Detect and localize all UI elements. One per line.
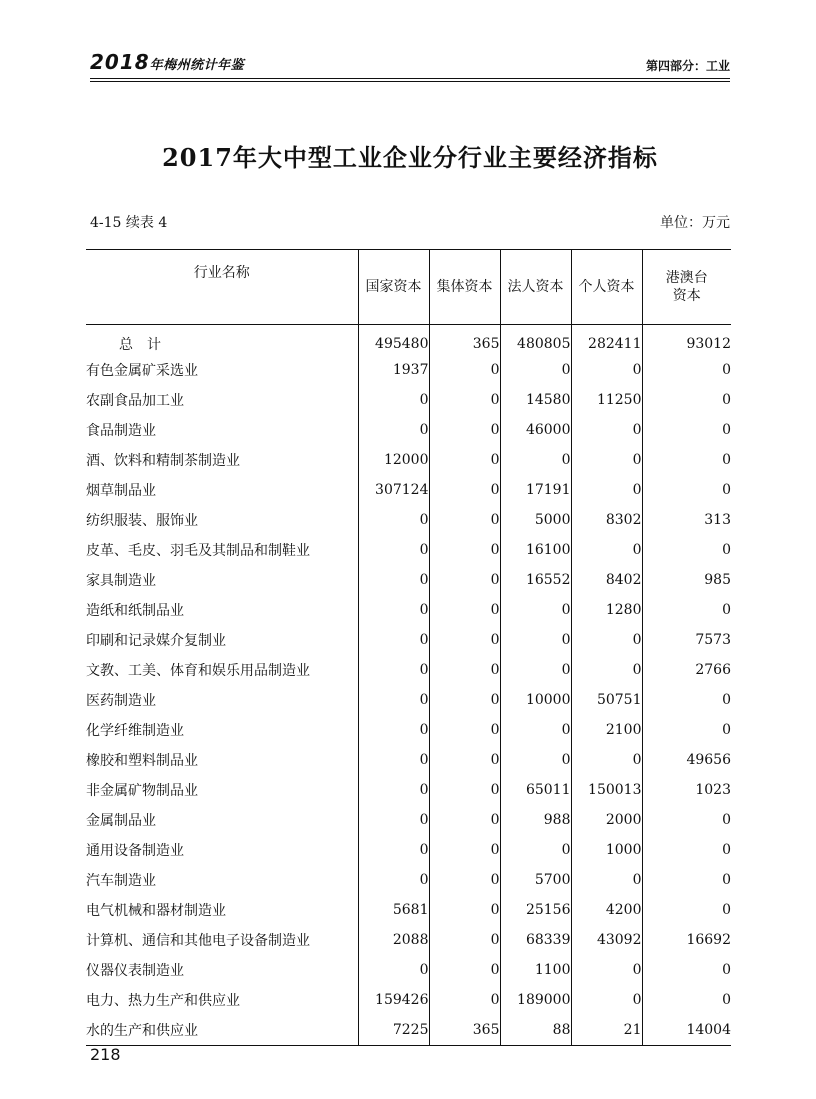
row-personal-value: 0 (571, 955, 642, 985)
row-personal-value: 0 (571, 535, 642, 565)
table-header-row (86, 250, 731, 325)
row-legal-value: 189000 (500, 985, 571, 1015)
row-industry-name: 印刷和记录媒介复制业 (86, 633, 226, 649)
page-title: 2017年大中型工业企业分行业主要经济指标 (162, 143, 658, 172)
col-header-legal-capital: 法人资本 (500, 250, 571, 325)
header-section: 第四部分：工业 (645, 59, 730, 73)
row-legal-value: 0 (500, 625, 571, 655)
row-industry-name: 烟草制品业 (86, 483, 156, 499)
table-row (86, 835, 731, 865)
row-legal-value: 988 (500, 805, 571, 835)
row-hmt-value: 0 (642, 595, 731, 625)
col-header-collective-capital: 集体资本 (429, 250, 500, 325)
page-number: 218 (90, 1045, 121, 1064)
row-hmt-value: 1023 (642, 775, 731, 805)
row-industry-name: 汽车制造业 (86, 873, 156, 889)
row-legal-value: 16100 (500, 535, 571, 565)
row-personal-value: 0 (571, 745, 642, 775)
table-row (86, 745, 731, 775)
header-rule (90, 78, 730, 79)
header-book-name: 年梅州统计年鉴 (149, 58, 245, 73)
col-header-personal-capital: 个人资本 (571, 250, 642, 325)
table-row (86, 865, 731, 895)
unit-label: 单位：万元 (660, 215, 730, 231)
col-header-hmt-line2: 资本 (672, 288, 701, 304)
row-hmt-value: 49656 (642, 745, 731, 775)
table-row (86, 415, 731, 445)
row-hmt-value: 0 (642, 715, 731, 745)
row-hmt-value: 0 (642, 835, 731, 865)
row-state-value: 5681 (358, 895, 429, 925)
row-state-value: 1937 (358, 355, 429, 385)
row-collective-value: 0 (429, 865, 500, 895)
row-industry-name: 医药制造业 (86, 693, 156, 709)
row-state-value: 0 (358, 805, 429, 835)
table-body (86, 325, 731, 1046)
row-industry-name: 有色金属矿采选业 (86, 363, 198, 379)
table-row (86, 505, 731, 535)
row-state-value: 0 (358, 655, 429, 685)
row-collective-value: 0 (429, 955, 500, 985)
row-hmt-value: 985 (642, 565, 731, 595)
row-legal-value: 0 (500, 835, 571, 865)
row-state-value: 0 (358, 835, 429, 865)
total-label: 总计 (119, 337, 175, 353)
row-collective-value: 0 (429, 385, 500, 415)
row-personal-value: 21 (571, 1015, 642, 1046)
row-hmt-value: 0 (642, 535, 731, 565)
row-hmt-value: 313 (642, 505, 731, 535)
row-collective-value: 0 (429, 655, 500, 685)
row-state-value: 0 (358, 865, 429, 895)
row-state-value: 0 (358, 685, 429, 715)
row-collective-value: 0 (429, 355, 500, 385)
total-hmt: 93012 (642, 325, 731, 356)
row-state-value: 159426 (358, 985, 429, 1015)
row-state-value: 0 (358, 415, 429, 445)
row-hmt-value: 0 (642, 445, 731, 475)
row-collective-value: 0 (429, 505, 500, 535)
table-row (86, 895, 731, 925)
row-legal-value: 0 (500, 595, 571, 625)
row-hmt-value: 0 (642, 475, 731, 505)
table-row (86, 805, 731, 835)
row-legal-value: 0 (500, 655, 571, 685)
row-industry-name: 农副食品加工业 (86, 393, 184, 409)
row-collective-value: 0 (429, 535, 500, 565)
row-legal-value: 14580 (500, 385, 571, 415)
row-hmt-value: 7573 (642, 625, 731, 655)
table-row (86, 775, 731, 805)
row-personal-value: 0 (571, 445, 642, 475)
row-state-value: 0 (358, 715, 429, 745)
data-table (86, 249, 731, 1046)
row-collective-value: 0 (429, 625, 500, 655)
row-industry-name: 仪器仪表制造业 (86, 963, 184, 979)
row-hmt-value: 0 (642, 685, 731, 715)
row-legal-value: 5700 (500, 865, 571, 895)
row-collective-value: 0 (429, 925, 500, 955)
row-collective-value: 0 (429, 745, 500, 775)
row-legal-value: 17191 (500, 475, 571, 505)
row-collective-value: 0 (429, 985, 500, 1015)
row-state-value: 7225 (358, 1015, 429, 1046)
row-industry-name: 水的生产和供应业 (86, 1015, 358, 1046)
row-legal-value: 10000 (500, 685, 571, 715)
table-row (86, 625, 731, 655)
row-collective-value: 0 (429, 895, 500, 925)
table-row (86, 475, 731, 505)
row-industry-name: 电力、热力生产和供应业 (86, 993, 240, 1009)
table-row (86, 985, 731, 1015)
row-hmt-value: 16692 (642, 925, 731, 955)
row-industry-name: 计算机、通信和其他电子设备制造业 (86, 933, 310, 949)
row-industry-name: 橡胶和塑料制品业 (86, 753, 198, 769)
table-row (86, 595, 731, 625)
row-personal-value: 11250 (571, 385, 642, 415)
row-personal-value: 4200 (571, 895, 642, 925)
row-personal-value: 1000 (571, 835, 642, 865)
row-personal-value: 0 (571, 865, 642, 895)
row-personal-value: 2100 (571, 715, 642, 745)
row-industry-name: 食品制造业 (86, 423, 156, 439)
running-header (90, 48, 730, 76)
row-industry-name: 皮革、毛皮、羽毛及其制品和制鞋业 (86, 543, 310, 559)
row-industry-name: 酒、饮料和精制茶制造业 (86, 453, 240, 469)
row-personal-value: 0 (571, 475, 642, 505)
row-legal-value: 0 (500, 715, 571, 745)
col-header-hmt-line1: 港澳台 (665, 270, 708, 286)
header-book-title (90, 50, 244, 74)
col-header-hmt-capital (642, 250, 731, 325)
row-personal-value: 0 (571, 355, 642, 385)
row-state-value: 0 (358, 535, 429, 565)
row-legal-value: 0 (500, 445, 571, 475)
row-industry-name: 电气机械和器材制造业 (86, 903, 226, 919)
row-personal-value: 0 (571, 655, 642, 685)
table-row (86, 1015, 731, 1046)
row-industry-name: 金属制品业 (86, 813, 156, 829)
row-collective-value: 0 (429, 835, 500, 865)
row-personal-value: 43092 (571, 925, 642, 955)
table-id: 4-15 续表 4 (90, 215, 168, 231)
total-collective: 365 (429, 325, 500, 356)
row-legal-value: 0 (500, 355, 571, 385)
row-personal-value: 2000 (571, 805, 642, 835)
row-collective-value: 365 (429, 1015, 500, 1046)
row-state-value: 0 (358, 955, 429, 985)
row-hmt-value: 0 (642, 895, 731, 925)
row-hmt-value: 0 (642, 985, 731, 1015)
table-row (86, 655, 731, 685)
header-year: 2018 (90, 50, 150, 74)
row-industry-name: 通用设备制造业 (86, 843, 184, 859)
row-personal-value: 8402 (571, 565, 642, 595)
table-row (86, 685, 731, 715)
row-legal-value: 46000 (500, 415, 571, 445)
row-collective-value: 0 (429, 685, 500, 715)
row-hmt-value: 0 (642, 415, 731, 445)
table-row (86, 355, 731, 385)
row-legal-value: 1100 (500, 955, 571, 985)
total-state: 495480 (358, 325, 429, 356)
row-legal-value: 65011 (500, 775, 571, 805)
row-industry-name: 造纸和纸制品业 (86, 603, 184, 619)
row-hmt-value: 0 (642, 355, 731, 385)
row-industry-name: 家具制造业 (86, 573, 156, 589)
table-row (86, 385, 731, 415)
row-industry-name: 化学纤维制造业 (86, 723, 184, 739)
row-collective-value: 0 (429, 595, 500, 625)
total-row (86, 325, 731, 356)
row-legal-value: 88 (500, 1015, 571, 1046)
row-legal-value: 68339 (500, 925, 571, 955)
row-personal-value: 0 (571, 625, 642, 655)
row-legal-value: 25156 (500, 895, 571, 925)
row-state-value: 0 (358, 595, 429, 625)
col-header-industry: 行业名称 (86, 250, 358, 325)
row-state-value: 0 (358, 745, 429, 775)
row-personal-value: 1280 (571, 595, 642, 625)
row-hmt-value: 0 (642, 955, 731, 985)
row-collective-value: 0 (429, 445, 500, 475)
table-row (86, 445, 731, 475)
header-rule-secondary (90, 81, 730, 82)
row-legal-value: 16552 (500, 565, 571, 595)
row-state-value: 0 (358, 505, 429, 535)
row-industry-name: 非金属矿物制品业 (86, 783, 198, 799)
col-header-state-capital: 国家资本 (358, 250, 429, 325)
row-state-value: 12000 (358, 445, 429, 475)
row-collective-value: 0 (429, 775, 500, 805)
row-industry-name: 纺织服装、服饰业 (86, 513, 198, 529)
row-hmt-value: 0 (642, 805, 731, 835)
row-state-value: 0 (358, 565, 429, 595)
table-row (86, 925, 731, 955)
row-personal-value: 0 (571, 415, 642, 445)
table-row (86, 565, 731, 595)
table-row (86, 535, 731, 565)
row-collective-value: 0 (429, 565, 500, 595)
row-state-value: 307124 (358, 475, 429, 505)
row-legal-value: 5000 (500, 505, 571, 535)
table-row (86, 955, 731, 985)
row-personal-value: 0 (571, 985, 642, 1015)
row-personal-value: 8302 (571, 505, 642, 535)
row-legal-value: 0 (500, 745, 571, 775)
row-hmt-value: 0 (642, 385, 731, 415)
row-hmt-value: 0 (642, 865, 731, 895)
row-state-value: 2088 (358, 925, 429, 955)
row-collective-value: 0 (429, 805, 500, 835)
row-collective-value: 0 (429, 715, 500, 745)
row-collective-value: 0 (429, 415, 500, 445)
row-state-value: 0 (358, 385, 429, 415)
row-personal-value: 50751 (571, 685, 642, 715)
row-collective-value: 0 (429, 475, 500, 505)
total-legal: 480805 (500, 325, 571, 356)
row-industry-name: 文教、工美、体育和娱乐用品制造业 (86, 663, 310, 679)
row-hmt-value: 2766 (642, 655, 731, 685)
row-state-value: 0 (358, 625, 429, 655)
row-hmt-value: 14004 (642, 1015, 731, 1046)
row-personal-value: 150013 (571, 775, 642, 805)
row-state-value: 0 (358, 775, 429, 805)
total-personal: 282411 (571, 325, 642, 356)
table-row (86, 715, 731, 745)
